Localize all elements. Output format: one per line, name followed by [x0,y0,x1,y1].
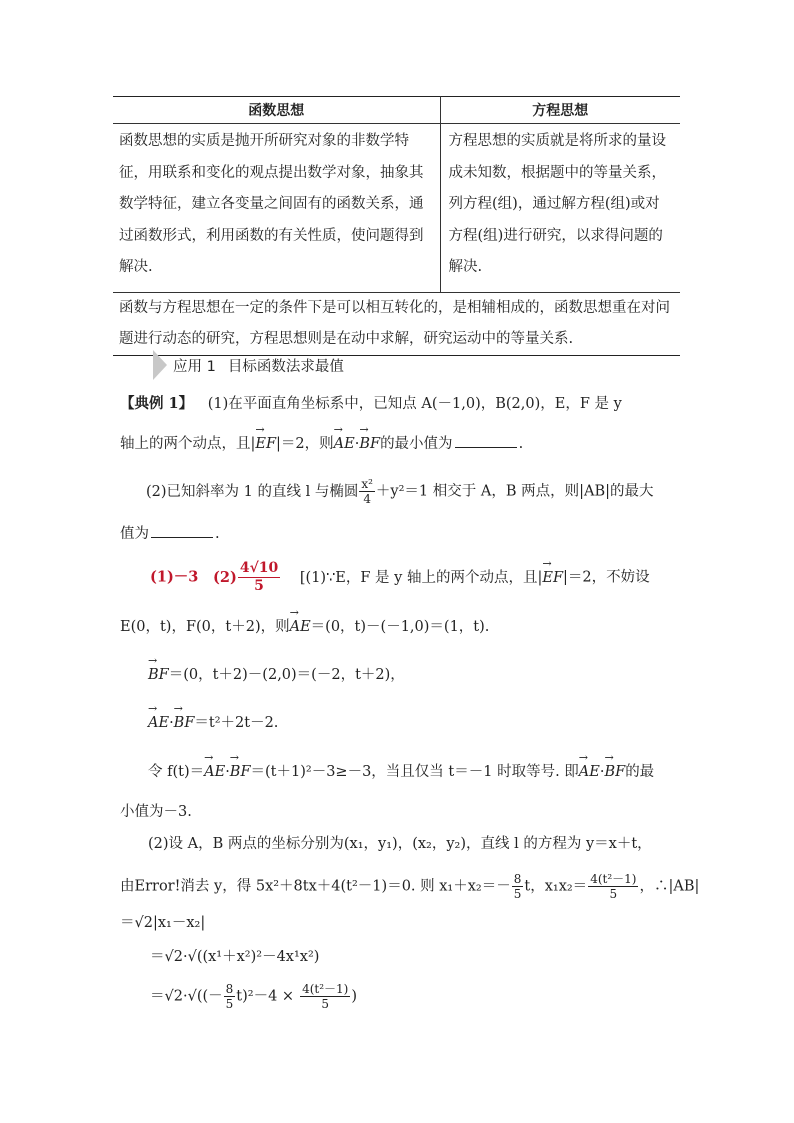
text: |＝2，则 [276,436,334,452]
vector-ae: → AE [579,764,600,780]
text: ) [351,988,358,1005]
dot: · [225,764,230,780]
vector-ae: → AE [148,715,169,731]
solution-line-10: ＝√2·√((x¹＋x²)²－4x¹x²) [150,949,320,965]
dot: · [599,764,605,780]
header-function-thought: 函数思想 [113,97,440,124]
text: (2)已知斜率为 1 的直线 l 与椭圆 [146,483,359,500]
vector-ef: → EF [542,570,563,586]
function-thought-text: 函数思想的实质是抛开所研究对象的非数学特征，用联系和变化的观点提出数学对象，抽象其数学特征，建立各变量之间固有的函数关系，通过函数形式，利用函数的有关性质，使问题得到解决. [119,133,424,275]
text: √((－ [187,988,223,1005]
example-text: (1)在平面直角坐标系中，已知点 A(－1,0)，B(2,0)，E，F 是 y [207,396,622,412]
answer-2-label: (2) [213,568,237,586]
solution-line-9: ＝√2|x₁－x₂| [120,915,206,931]
numerator: x² [361,477,373,491]
text: 的最 [625,764,655,780]
text: . [215,526,220,542]
triangle-marker-icon [153,350,167,380]
text: t)²－4 × [236,988,295,1005]
solution-line-11 [150,982,357,1011]
fraction [588,872,638,901]
text: . [518,436,524,452]
vector-bf: → BF [604,764,625,780]
vector-ae: → AE [290,619,311,635]
text: E(0，t)，F(0，t＋2)，则 [120,619,290,635]
text: 由Error!消去 y，得 5x²＋8tx＋4(t²－1)＝0. 则 x₁＋x₂＝－ [120,878,511,895]
denominator: 5 [609,887,618,901]
denominator: 5 [254,578,264,594]
numerator: 4(t²－1) [590,872,637,886]
text: [(1)∵E，F 是 y 轴上的两个动点，且| [299,569,543,586]
text: 的最小值为 [380,436,453,452]
numerator: 8 [513,872,522,886]
example-tag: 【典例 1】 [120,395,194,412]
text: ＋y²＝1 相交于 A，B 两点，则|AB|的最大 [375,483,654,500]
vector-bf: → BF [174,715,195,731]
answer-blank [455,433,517,448]
header-equation-thought: 方程思想 [440,97,680,124]
text: ＝(0，t)－(－1,0)＝(1，t). [310,619,490,635]
section-label: 应用 1 [173,358,216,375]
answer-1: (1)－3 [150,568,199,586]
fraction [224,982,236,1011]
numerator: 4(t²－1) [302,982,349,996]
solution-line-7: (2)设 A，B 两点的坐标分别为(x₁，y₁)，(x₂，y₂)，直线 l 的方程为 y＝x＋t， [148,836,652,852]
example-line-2 [120,432,523,453]
solution-line-4 [148,711,278,732]
dot: · [354,436,360,452]
denominator: 4 [363,492,371,506]
solution-line-2 [120,615,489,636]
example-line-4 [120,522,220,543]
text: ＝(t＋1)²－3≥－3，当且仅当 t＝－1 时取等号. 即 [250,764,579,780]
text: ＝t²＋2t－2. [194,715,279,731]
text: 令 f(t)＝ [148,764,205,780]
solution-line-1 [150,560,650,595]
relation-text: 函数与方程思想在一定的条件下是可以相互转化的，是相辅相成的，函数思想重在对问题进行动态的研究，方程思想则是在动中求解，研究运动中的等量关系. [119,299,670,347]
vector-ef: → EF [255,436,276,452]
solution-line-6: 小值为－3. [120,804,192,820]
example-line-1 [120,392,622,413]
vector-ae: → AE [334,436,355,452]
text: ＝(0，t＋2)－(2,0)＝(－2，t＋2)， [168,667,405,683]
text: 轴上的两个动点，且| [120,436,256,452]
fraction [512,872,524,901]
section-title: 目标函数法求最值 [227,358,344,375]
solution-line-8 [120,872,699,901]
solution-line-5 [148,760,654,781]
solution-line-3 [148,663,405,684]
answer-blank [151,523,213,538]
vector-bf: → BF [148,667,169,683]
dot: · [169,715,174,731]
fraction [359,477,375,506]
text: |＝2，不妨设 [563,569,650,586]
denominator: 5 [513,887,522,901]
denominator: 5 [321,997,330,1011]
text: ＝√2· [150,988,188,1005]
vector-bf: → BF [359,436,380,452]
denominator: 5 [225,997,234,1011]
section-heading [153,350,633,380]
equation-thought-text: 方程思想的实质就是将所求的量设成未知数，根据题中的等量关系，列方程(组)，通过解方程(组)或对方程(组)进行研究，以求得问题的解决. [448,133,666,275]
text: 值为 [120,526,149,542]
numerator: 8 [225,982,234,996]
text: ，∴|AB| [639,878,700,895]
numerator: 4√10 [239,560,279,576]
comparison-table [113,96,680,356]
text: t，x₁x₂＝ [524,878,588,895]
vector-ae: → AE [204,764,225,780]
fraction [300,982,350,1011]
example-line-3 [120,477,654,506]
vector-bf: → BF [230,764,251,780]
answer-2-fraction [238,560,280,595]
